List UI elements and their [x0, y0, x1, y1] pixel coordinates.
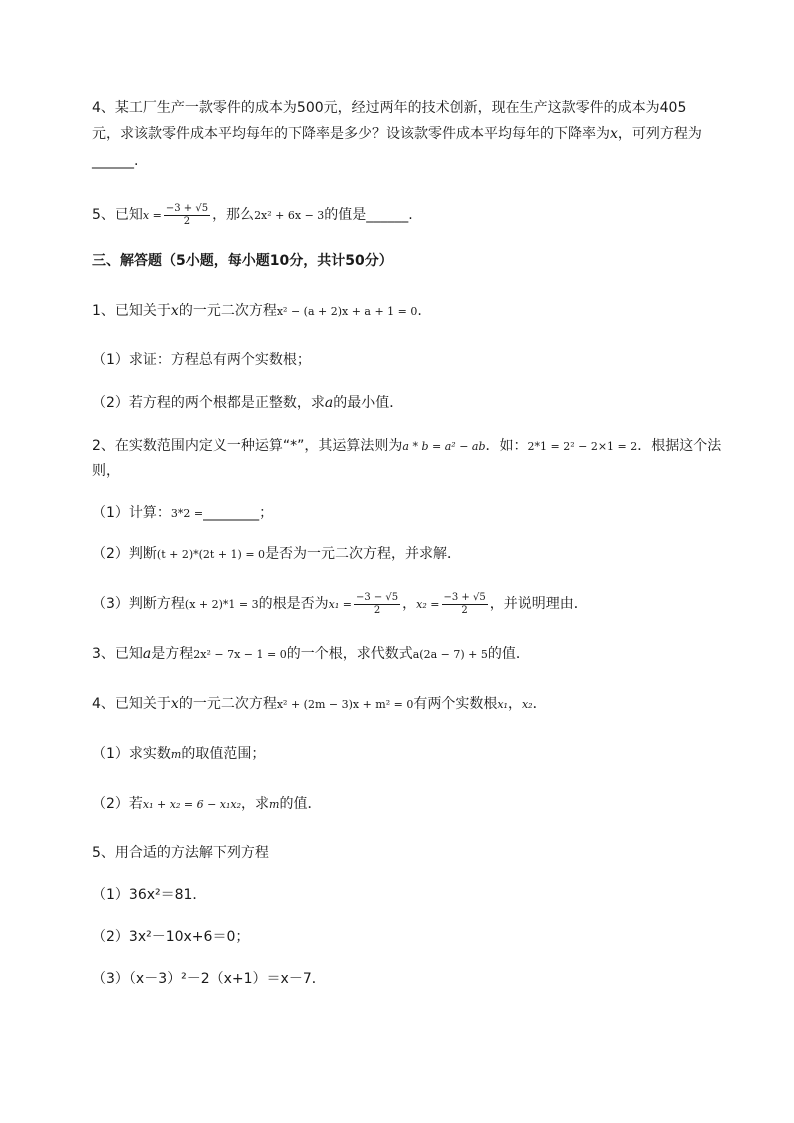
q2-part2-expression: (t + 2)*(2t + 1) = 0: [156, 548, 266, 561]
fill-in-q5-middle: ，那么: [212, 207, 255, 223]
q1-part1: （1）求证：方程总有两个实数根；: [92, 352, 311, 368]
fill-in-q5-x-eq: x =: [142, 209, 162, 222]
fraction-numerator: −3 + √5: [443, 591, 486, 603]
q1-part2-variable: a: [324, 395, 334, 411]
q3-mid: 是方程: [151, 646, 194, 662]
q4-stem-mid2: 有两个实数根: [413, 696, 498, 712]
q1-stem-end: .: [417, 303, 422, 319]
q2-part1-expression: 3*2 =: [170, 507, 204, 520]
q1-variable: x: [170, 303, 179, 319]
q4-x2: x₂: [521, 698, 533, 711]
fill-in-q4-text: 元，求该款零件成本平均每年的下降率是多少？设该款零件成本平均每年的下降率为: [92, 126, 610, 142]
fill-in-q4-line1: 4、某工厂生产一款零件的成本为500元，经过两年的技术创新，现在生产这款零件的成本为405: [92, 100, 687, 116]
fill-in-q4-variable: x: [610, 126, 618, 142]
fraction-denominator: 2: [373, 604, 381, 616]
q4-stem: [92, 694, 742, 715]
q4-equation: x² + (2m − 3)x + m² = 0: [276, 698, 414, 711]
q2-part3-x2: x₂ =: [416, 598, 440, 611]
q2-part3: [92, 588, 742, 620]
q4-part2-mid: ，求: [241, 796, 270, 812]
q2-stem: [92, 436, 742, 457]
q1-part2: [92, 393, 742, 413]
q2-stem-line2: 则，: [92, 463, 120, 479]
q4-part2-variable: m: [269, 798, 280, 811]
q4-part2-equation: x₁ + x₂ = 6 − x₁x₂: [142, 798, 242, 811]
fill-in-q4-line2: [92, 124, 742, 144]
fill-in-q5: [92, 200, 742, 230]
q2-part3-end: ，并说明理由．: [489, 596, 588, 612]
q2-part1: [92, 503, 742, 524]
q5-part2: （2）3x²－10x+6＝0；: [92, 929, 250, 945]
fraction-denominator: 2: [183, 215, 191, 227]
q2-part3-separator: ，: [402, 596, 417, 612]
q5-part1: （1）36x²＝81．: [92, 887, 207, 903]
q1-stem: [92, 301, 742, 322]
q1-equation: x² − (a + 2)x + a + 1 = 0: [276, 305, 418, 318]
q4-stem-prefix: 4、已知关于: [92, 696, 171, 712]
q4-part1-variable: m: [170, 748, 182, 761]
q1-part2-end: 的最小值．: [333, 395, 404, 411]
q2-example: 2*1 = 2² − 2×1 = 2: [527, 440, 638, 453]
q3-mid2: 的一个根，求代数式: [286, 646, 413, 662]
q1-part2-prefix: （2）若方程的两个根都是正整数，求: [92, 395, 325, 411]
q3-end: 的值．: [487, 646, 530, 662]
fraction-numerator: −3 + √5: [165, 202, 209, 214]
q2-part3-x1: x₁ =: [328, 598, 352, 611]
q4-separator: ，: [507, 696, 522, 712]
q2-rule: a * b = a² − ab: [402, 440, 486, 453]
q2-part1-prefix: （1）计算：: [92, 505, 171, 521]
q3-variable: a: [142, 646, 152, 662]
q2-part3-mid: 的根是否为: [258, 596, 329, 612]
q2-part3-fraction1: [354, 592, 400, 617]
q2-part2-end: 是否为一元二次方程，并求解．: [265, 546, 462, 562]
q4-stem-end: ．: [532, 696, 547, 712]
q4-x1: x₁: [497, 698, 508, 711]
fill-in-q4-answer-blank: ______.: [92, 153, 139, 169]
q2-stem-end: ．根据这个法: [637, 438, 722, 454]
q3-prefix: 3、已知: [92, 646, 143, 662]
q2-part2: [92, 544, 742, 565]
q2-stem-mid: ．如：: [485, 438, 528, 454]
q1-stem-mid: 的一元二次方程: [178, 303, 277, 319]
q2-part2-prefix: （2）判断: [92, 546, 157, 562]
q4-part1-end: 的取值范围；: [181, 746, 266, 762]
fraction-numerator: −3 − √5: [355, 591, 399, 603]
fill-in-q5-suffix: 的值是______.: [324, 207, 413, 223]
q3-stem: [92, 644, 742, 665]
q4-part2-prefix: （2）若: [92, 796, 143, 812]
q5-part3: （3）（x－3）²－2（x+1）＝x－7．: [92, 971, 326, 987]
q2-part3-prefix: （3）判断方程: [92, 596, 185, 612]
q3-equation: 2x² − 7x − 1 = 0: [193, 648, 287, 661]
q4-part2-end: 的值．: [279, 796, 322, 812]
fill-in-q5-expression: 2x² + 6x − 3: [254, 209, 325, 222]
q4-part1-prefix: （1）求实数: [92, 746, 171, 762]
q2-part3-fraction2: [442, 592, 488, 617]
q2-part3-expression: (x + 2)*1 = 3: [184, 598, 259, 611]
q2-stem-prefix: 2、在实数范围内定义一种运算“*”，其运算法则为: [92, 438, 403, 454]
q4-part1: [92, 744, 742, 765]
fraction-denominator: 2: [461, 604, 468, 616]
q1-stem-prefix: 1、已知关于: [92, 303, 171, 319]
q5-stem: 5、用合适的方法解下列方程: [92, 845, 269, 861]
q4-part2: [92, 794, 742, 815]
section-heading: 三、解答题（5小题，每小题10分，共计50分）: [92, 253, 393, 269]
fill-in-q5-prefix: 5、已知: [92, 207, 143, 223]
q2-part1-blank: ________；: [203, 505, 274, 521]
fill-in-q4-end: ，可列方程为: [617, 126, 702, 142]
q4-stem-mid: 的一元二次方程: [178, 696, 277, 712]
q3-expression: a(2a − 7) + 5: [412, 648, 488, 661]
q4-variable: x: [170, 696, 179, 712]
fill-in-q5-fraction: [164, 203, 210, 228]
